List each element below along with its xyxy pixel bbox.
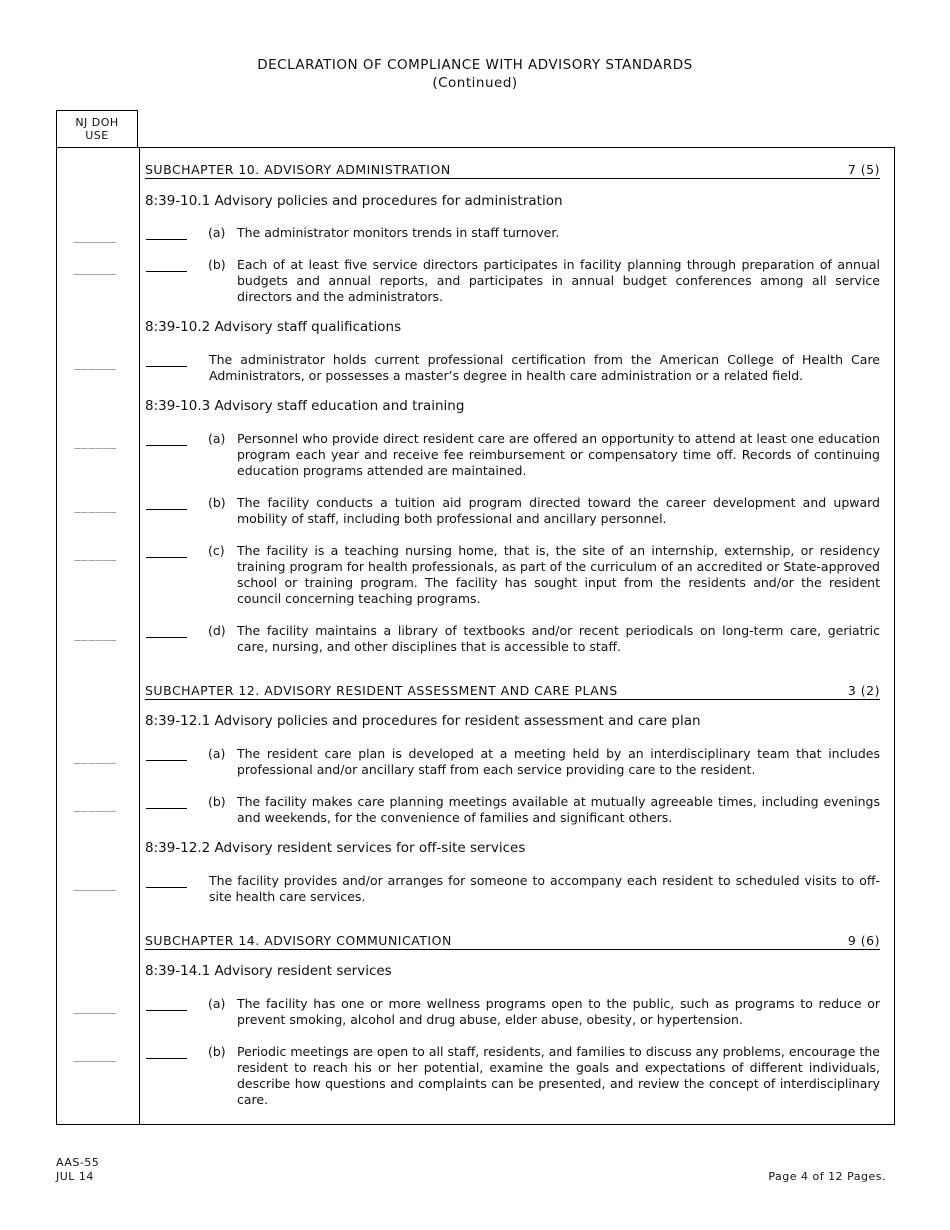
subchapter-title: SUBCHAPTER 14. ADVISORY COMMUNICATION (145, 933, 452, 948)
njdoh-marker: ______ (74, 878, 117, 891)
njdoh-use-header (56, 110, 138, 147)
form-id: AAS-55 (56, 1156, 100, 1169)
compliance-blank[interactable] (146, 760, 187, 761)
njdoh-use-label-line2: USE (85, 129, 109, 142)
form-date: JUL 14 (56, 1170, 94, 1183)
njdoh-marker: ______ (74, 1049, 117, 1062)
njdoh-marker: ______ (74, 1001, 117, 1014)
item-text: The administrator monitors trends in staff turnover. (237, 225, 560, 240)
compliance-blank[interactable] (146, 1010, 187, 1011)
item-letter: (a) (208, 431, 226, 446)
compliance-blank[interactable] (146, 557, 187, 558)
section-title: 8:39-12.2 Advisory resident services for off-site services (145, 840, 526, 856)
item-letter: (b) (208, 794, 226, 809)
njdoh-marker: ______ (74, 548, 117, 561)
compliance-blank[interactable] (146, 271, 187, 272)
item-text: The resident care plan is developed at a meeting held by an interdisciplinary team that includes professional and/or ancillary staff from each service providing care to the resident. (237, 746, 880, 777)
page-title: DECLARATION OF COMPLIANCE WITH ADVISORY STANDARDS (257, 57, 693, 73)
item-text: The facility maintains a library of textbooks and/or recent periodicals on long-term care, geriatric care, nursing, and other disciplines that is accessible to staff. (237, 623, 880, 654)
item-letter: (b) (208, 257, 226, 272)
njdoh-marker: ______ (74, 751, 117, 764)
section-title: 8:39-12.1 Advisory policies and procedures for resident assessment and care plan (145, 713, 701, 729)
njdoh-marker: ______ (74, 357, 117, 370)
njdoh-use-label-line1: NJ DOH (75, 116, 119, 129)
subchapter-score: 7 (5) (847, 162, 880, 177)
njdoh-marker: ______ (74, 436, 117, 449)
subchapter-score: 3 (2) (847, 683, 880, 698)
compliance-blank[interactable] (146, 366, 187, 367)
compliance-blank[interactable] (146, 887, 187, 888)
subchapter-heading (145, 162, 880, 179)
compliance-blank[interactable] (146, 239, 187, 240)
item-letter: (d) (208, 623, 226, 638)
njdoh-marker: ______ (74, 799, 117, 812)
compliance-blank[interactable] (146, 509, 187, 510)
subchapter-score: 9 (6) (847, 933, 880, 948)
item-letter: (a) (208, 225, 226, 240)
section-title: 8:39-14.1 Advisory resident services (145, 963, 392, 979)
item-text: The facility is a teaching nursing home, that is, the site of an internship, externship, or residency training program for health professionals, as part of the curriculum of an accredited or State-approved school or training program. The facility has sought input from the residents and/or the resident council concerning teaching programs. (237, 543, 880, 606)
section-title: 8:39-10.2 Advisory staff qualifications (145, 319, 402, 335)
item-text: The facility makes care planning meetings available at mutually agreeable times, including evenings and weekends, for the convenience of families and significant others. (237, 794, 880, 825)
item-letter: (a) (208, 996, 226, 1011)
subchapter-heading (145, 683, 880, 700)
compliance-blank[interactable] (146, 808, 187, 809)
njdoh-marker: ______ (74, 230, 117, 243)
item-text: Personnel who provide direct resident care are offered an opportunity to attend at least one education program each year and receive fee reimbursement or compensatory time off. Records of continuing education programs attended are maintained. (237, 431, 880, 478)
form-id-block (56, 1156, 99, 1184)
item-text: Periodic meetings are open to all staff, residents, and families to discuss any problems, encourage the resident to reach his or her potential, examine the goals and expectations of different individuals, describe how questions and complaints can be presented, and review the concept of interdisciplinary care. (237, 1044, 880, 1107)
page-number: Page 4 of 12 Pages. (768, 1170, 886, 1183)
item-letter: (b) (208, 495, 226, 510)
njdoh-marker: ______ (74, 628, 117, 641)
compliance-blank[interactable] (146, 1058, 187, 1059)
item-text: The administrator holds current professional certification from the American College of Health Care Administrators, or possesses a master’s degree in health care administration or a related field. (209, 352, 880, 383)
item-text: The facility has one or more wellness programs open to the public, such as programs to reduce or prevent smoking, alcohol and drug abuse, elder abuse, obesity, or hypertension. (237, 996, 880, 1027)
item-letter: (b) (208, 1044, 226, 1059)
njdoh-marker: ______ (74, 262, 117, 275)
item-text: The facility conducts a tuition aid program directed toward the career development and upward mobility of staff, including both professional and ancillary personnel. (237, 495, 880, 526)
item-letter: (c) (208, 543, 225, 558)
item-text: Each of at least five service directors participates in facility planning through preparation of annual budgets and annual reports, and participates in annual budget conferences among all service directors and the administrators. (237, 257, 880, 304)
subchapter-title: SUBCHAPTER 12. ADVISORY RESIDENT ASSESSMENT AND CARE PLANS (145, 683, 618, 698)
page-subtitle: (Continued) (432, 75, 518, 91)
item-letter: (a) (208, 746, 226, 761)
compliance-blank[interactable] (146, 637, 187, 638)
section-title: 8:39-10.3 Advisory staff education and training (145, 398, 465, 414)
subchapter-title: SUBCHAPTER 10. ADVISORY ADMINISTRATION (145, 162, 451, 177)
section-title: 8:39-10.1 Advisory policies and procedures for administration (145, 193, 563, 209)
subchapter-heading (145, 933, 880, 950)
njdoh-marker: ______ (74, 500, 117, 513)
item-text: The facility provides and/or arranges for someone to accompany each resident to scheduled visits to off-site health care services. (209, 873, 880, 904)
compliance-blank[interactable] (146, 445, 187, 446)
